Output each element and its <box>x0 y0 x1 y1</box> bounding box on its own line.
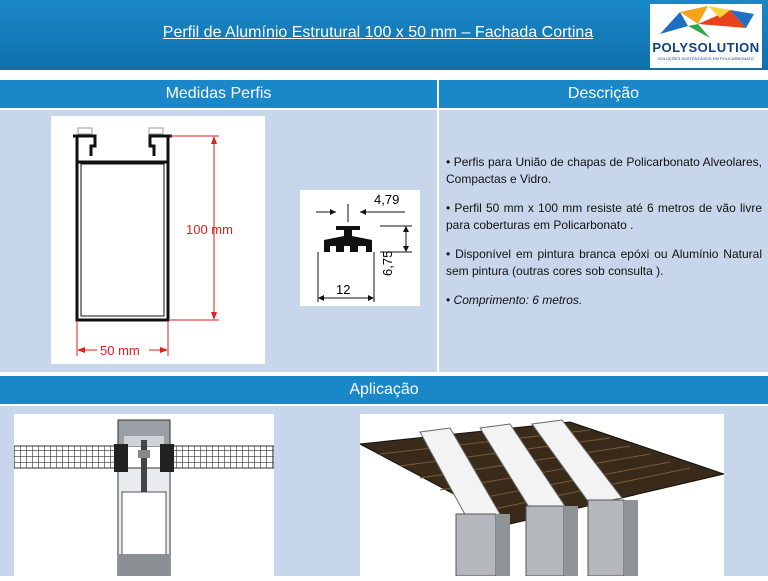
description-bullet-2: • Perfil 50 mm x 100 mm resiste até 6 metros de vão livre para coberturas em Policarbonato . <box>446 201 762 232</box>
bullet-prefix: • <box>446 293 454 307</box>
profile-drawing-box <box>51 116 265 364</box>
polysolution-logo <box>650 4 762 68</box>
height-dimension-label: 100 mm <box>186 222 233 237</box>
application-image-section <box>14 414 274 576</box>
logo-mark-icon <box>650 4 762 44</box>
description-bullet-1: • Perfis para União de chapas de Policarbonato Alveolares, Compactas e Vidro. <box>446 155 762 186</box>
profile-with-panels-illustration <box>14 414 274 576</box>
section-aplicacao-header: Aplicação <box>0 376 768 404</box>
cap-side-label: 6,75 <box>380 250 395 276</box>
cap-drawing-box <box>300 190 420 306</box>
profile-cross-section-drawing <box>51 116 265 364</box>
logo-subtitle: SOLUÇÕES SUSTENTÁVEIS EM POLICARBONATO <box>657 56 755 61</box>
cap-bottom-label: 12 <box>336 282 351 297</box>
section-descricao-header: Descrição <box>439 80 768 108</box>
page-title: Perfil de Alumínio Estrutural 100 x 50 mm – Fachada Cortina <box>162 24 594 41</box>
width-dimension-label: 50 mm <box>100 343 140 358</box>
page-header <box>0 0 768 70</box>
application-image-3d <box>360 414 724 576</box>
cap-top-label: 4,79 <box>374 192 400 207</box>
description-bullet-3: • Disponível em pintura branca epóxi ou Alumínio Natural sem pintura (outras cores sob consulta ). <box>446 247 762 278</box>
description-bullet-4 <box>446 292 762 309</box>
bullet-4-text: Comprimento: 6 metros. <box>453 293 583 307</box>
description-list <box>446 154 762 321</box>
section-medidas-header: Medidas Perfis <box>0 80 437 108</box>
cap-cross-section-drawing <box>300 190 420 306</box>
roof-structure-illustration <box>360 414 724 576</box>
logo-text: POLYSOLUTION <box>652 40 760 55</box>
